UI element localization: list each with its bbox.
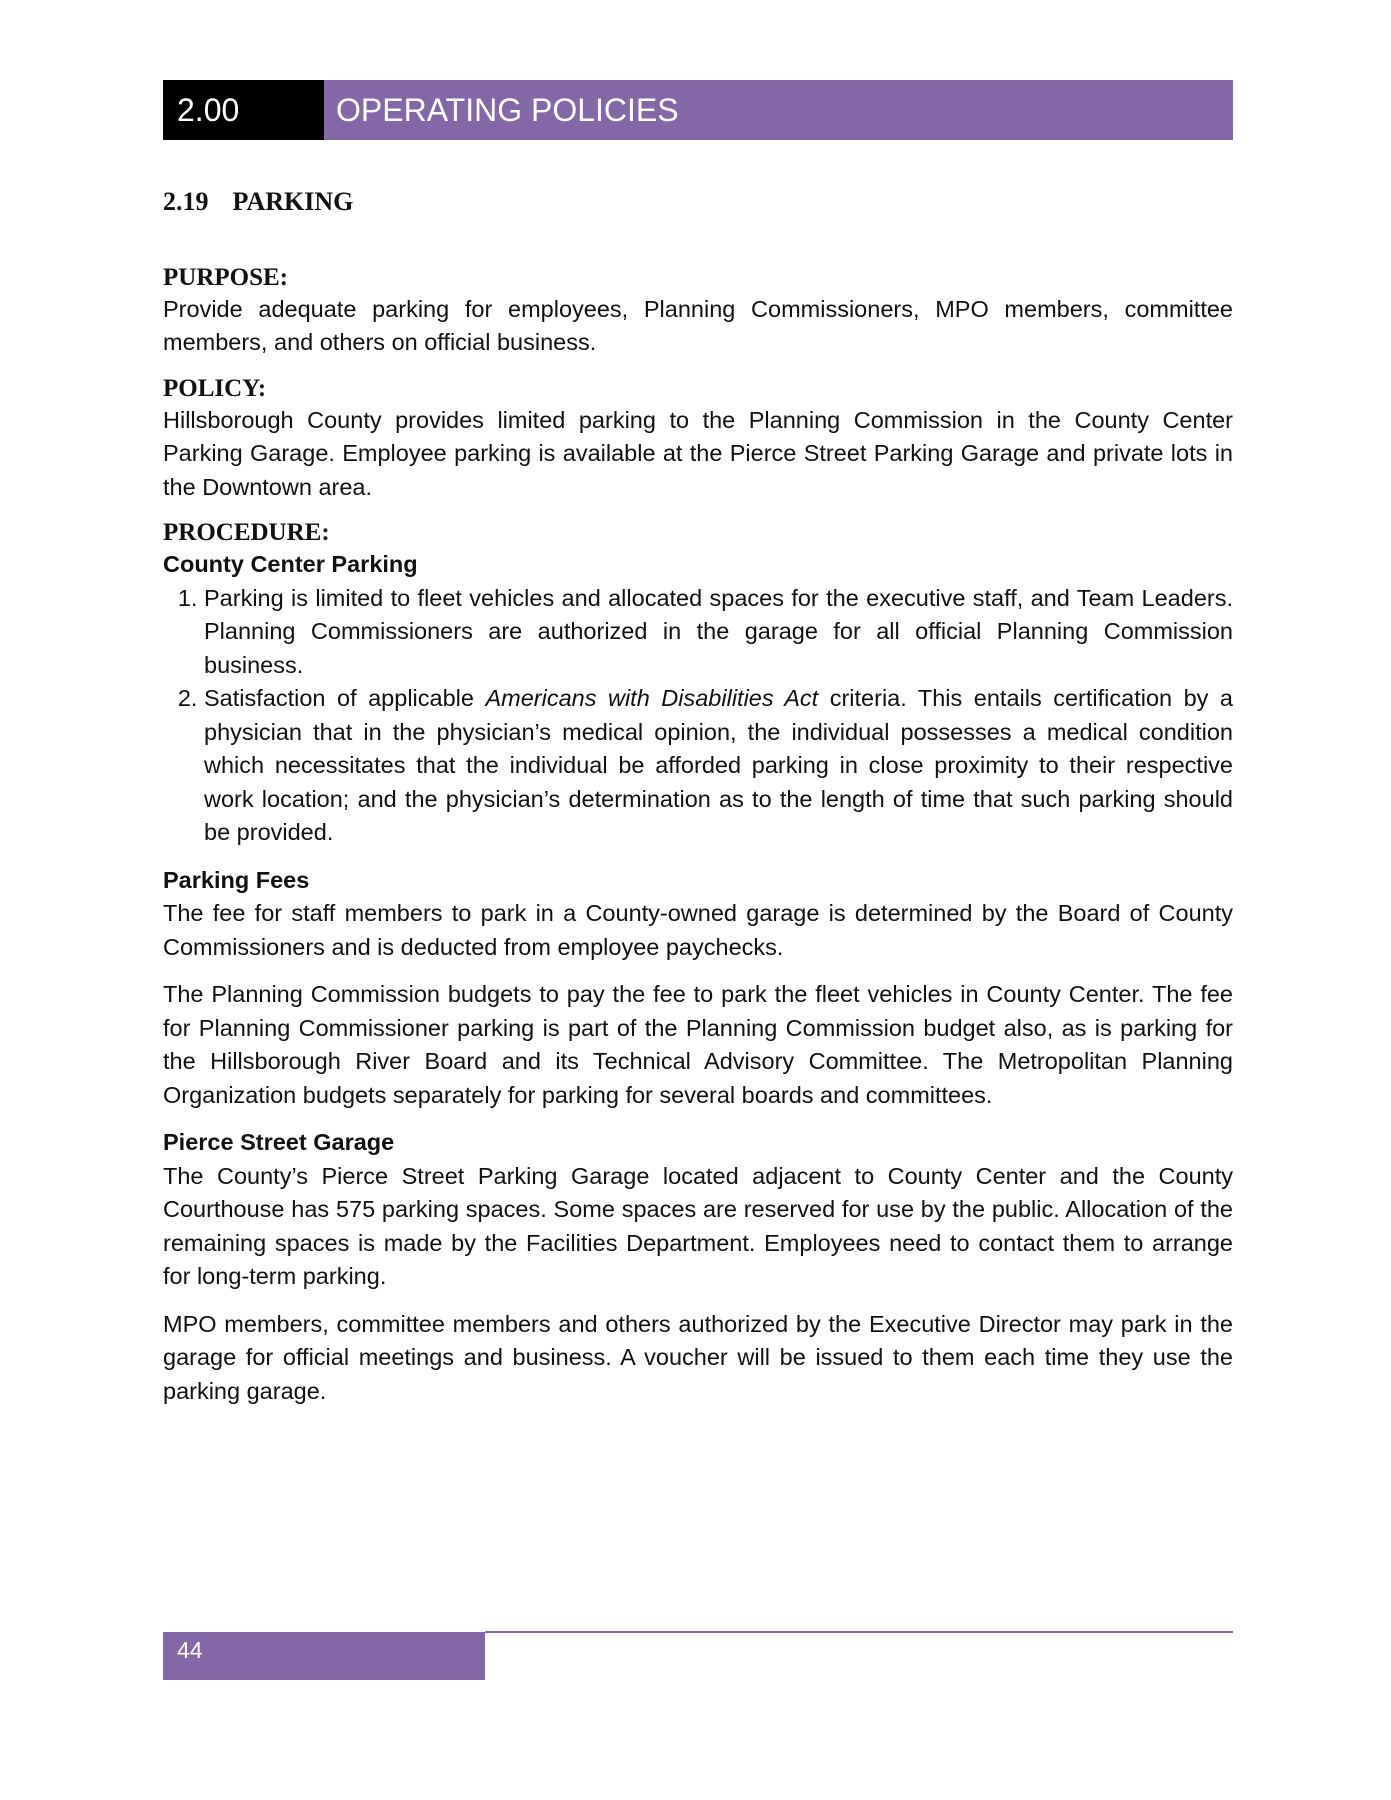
fees-paragraph: The Planning Commission budgets to pay the fee to park the fleet vehicles in County Center. The fee for Planning Commissioner parking is part of the Planning Commission budget also, as is parking for the Hillsborough River Board and its Technical Advisory Committee. The Metropolitan Planning Organization budgets separately for parking for several boards and committees.	[163, 981, 1233, 1108]
section-header	[163, 80, 1233, 140]
list-item	[204, 682, 1233, 850]
item2-post: criteria. This entails certification by a physician that in the physician’s medical opinion, the individual possesses a medical condition which necessitates that the individual be afforded parking in close proximity to their respective work location; and the physician’s determination as to the length of time that such parking should be provided.	[204, 685, 1234, 845]
page-number: 44	[163, 1632, 485, 1680]
page-content	[163, 185, 1233, 1422]
purpose-text: Provide adequate parking for employees, Planning Commissioners, MPO members, committee members, and others on official business.	[163, 295, 1233, 355]
pierce-paragraph: The County’s Pierce Street Parking Garage located adjacent to County Center and the County Courthouse has 575 parking spaces. Some spaces are reserved for use by the public. Allocation of the remaining spaces is made by the Facilities Department. Employees need to contact them to arrange for long-term parking.	[163, 1162, 1233, 1289]
policy-title: PARKING	[232, 187, 354, 216]
pierce-street-heading: Pierce Street Garage	[163, 1129, 395, 1155]
section-title-banner: OPERATING POLICIES	[324, 80, 1233, 140]
item2-pre: Satisfaction of applicable	[204, 685, 486, 711]
county-center-heading: County Center Parking	[163, 551, 418, 577]
purpose-label: PURPOSE:	[163, 263, 288, 291]
policy-label: POLICY:	[163, 374, 267, 402]
section-number: 2.00	[163, 80, 324, 140]
procedure-list	[163, 582, 1233, 850]
pierce-paragraph: MPO members, committee members and others authorized by the Executive Director may park in the garage for official meetings and business. A voucher will be issued to them each time they use the parking garage.	[163, 1310, 1233, 1404]
parking-fees-heading: Parking Fees	[163, 866, 310, 893]
procedure-label: PROCEDURE:	[163, 519, 330, 546]
fees-paragraph: The fee for staff members to park in a County-owned garage is determined by the Board of County Commissioners and is deducted from employee paychecks.	[163, 900, 1233, 960]
policy-heading	[163, 185, 1233, 219]
ada-reference: Americans with Disabilities Act	[485, 685, 819, 711]
footer-divider	[485, 1631, 1233, 1633]
policy-text: Hillsborough County provides limited parking to the Planning Commission in the County Center Parking Garage. Employee parking is available at the Pierce Street Parking Garage and private lots in the Downtown area.	[163, 406, 1233, 500]
list-item: 1. Parking is limited to fleet vehicles and allocated spaces for the executive staff, and Team Leaders. Planning Commissioners are authorized in the garage for all official Planning Commission business.	[204, 582, 1233, 683]
policy-number: 2.19	[163, 187, 209, 216]
